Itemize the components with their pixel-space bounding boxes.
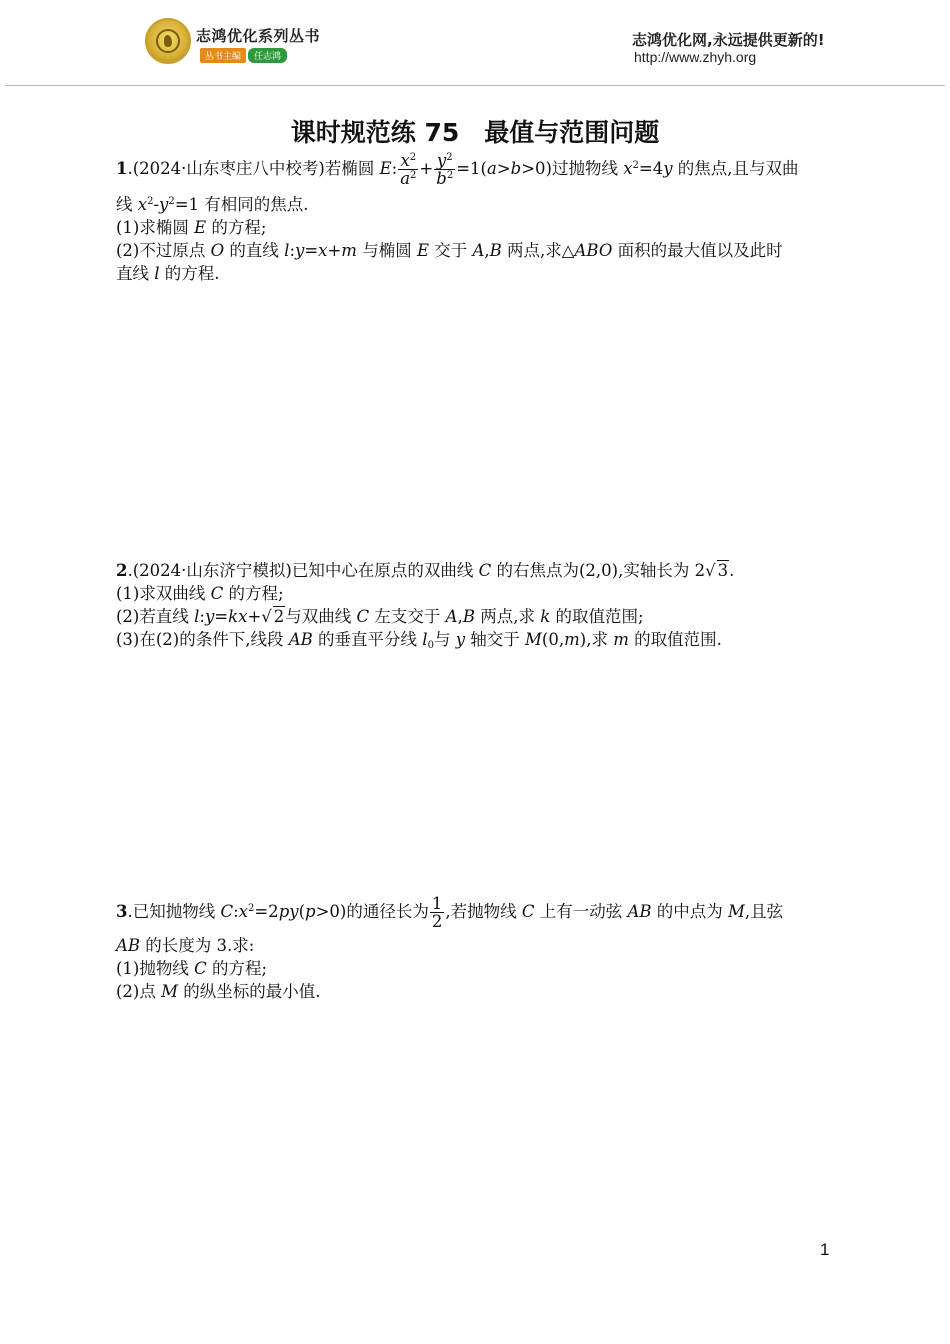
problem-2-question-1: (1)求双曲线 C 的方程; <box>116 584 284 603</box>
header-slogan: 志鸿优化网,永远提供更新的! <box>632 31 825 49</box>
problem-1-statement-cont: 线 $x^2-y^2=1$ 有相同的焦点. <box>116 195 309 214</box>
problem-2-question-2: (2)若直线 l:y=kx+√ 2与双曲线 C 左支交于 A,B 两点,求 k 的取值范围; <box>116 607 644 626</box>
problem-3-question-1: (1)抛物线 C 的方程; <box>116 959 268 978</box>
problem-2-statement: 2.(2024·山东济宁模拟)已知中心在原点的双曲线 C 的右焦点为(2,0),实轴长为 2√ 3. <box>116 561 735 580</box>
brand-sub-label: 丛书主编 <box>200 48 246 63</box>
sqrt-3: √ 3 <box>705 561 729 580</box>
brand-title: 志鸿优化系列丛书 <box>196 27 321 45</box>
fraction-one-half: $\frac{1}{2}$ <box>431 894 443 931</box>
problem-3-statement-cont: AB 的长度为 3.求: <box>116 936 255 955</box>
problem-number: 2 <box>116 561 128 580</box>
page-number: 1 <box>820 1240 830 1259</box>
problem-3-statement: 3.已知抛物线 $C:x^2=2py(p>0)$的通径长为 $\frac{1}{2}$ ,若抛物线 C 上有一动弦 AB 的中点为 M,且弦 <box>116 894 784 931</box>
problem-1-statement: 1.(2024·山东枣庄八中校考)若椭圆 E: $\frac{x^2}{a^2}$ + $\frac{y^2}{b^2}$ =1(a>b>0)过抛物线 $x^2=4y$ 的焦点,且与双曲 <box>116 151 799 188</box>
problem-number: 1 <box>116 159 128 178</box>
fraction-x2-a2: $\frac{x^2}{a^2}$ <box>400 151 417 188</box>
problem-1 <box>116 152 836 285</box>
brand-logo-icon <box>145 18 191 64</box>
fraction-y2-b2: $\frac{y^2}{b^2}$ <box>436 151 454 188</box>
header-divider <box>5 85 945 86</box>
problem-number: 3 <box>116 902 128 921</box>
brand-editor-label: 任志鸿 <box>248 48 287 63</box>
problem-2-question-3: (3)在(2)的条件下,线段 AB 的垂直平分线 $l_0$与 y 轴交于 M(0,m),求 m 的取值范围. <box>116 630 722 651</box>
problem-1-question-2-cont: 直线 l 的方程. <box>116 264 220 283</box>
problem-3-question-2: (2)点 M 的纵坐标的最小值. <box>116 982 321 1001</box>
problem-1-question-2: (2)不过原点 O 的直线 l:y=x+m 与椭圆 E 交于 A,B 两点,求△ABO 面积的最大值以及此时 <box>116 241 783 260</box>
page-header <box>0 0 950 86</box>
problem-2 <box>116 559 836 651</box>
problem-1-question-1: (1)求椭圆 E 的方程; <box>116 218 267 237</box>
page-title: 课时规范练 75 最值与范围问题 <box>290 118 660 147</box>
header-url-link[interactable]: http://www.zhyh.org <box>634 49 757 65</box>
sqrt-2: √ 2 <box>261 607 285 626</box>
problem-3 <box>116 895 836 1003</box>
